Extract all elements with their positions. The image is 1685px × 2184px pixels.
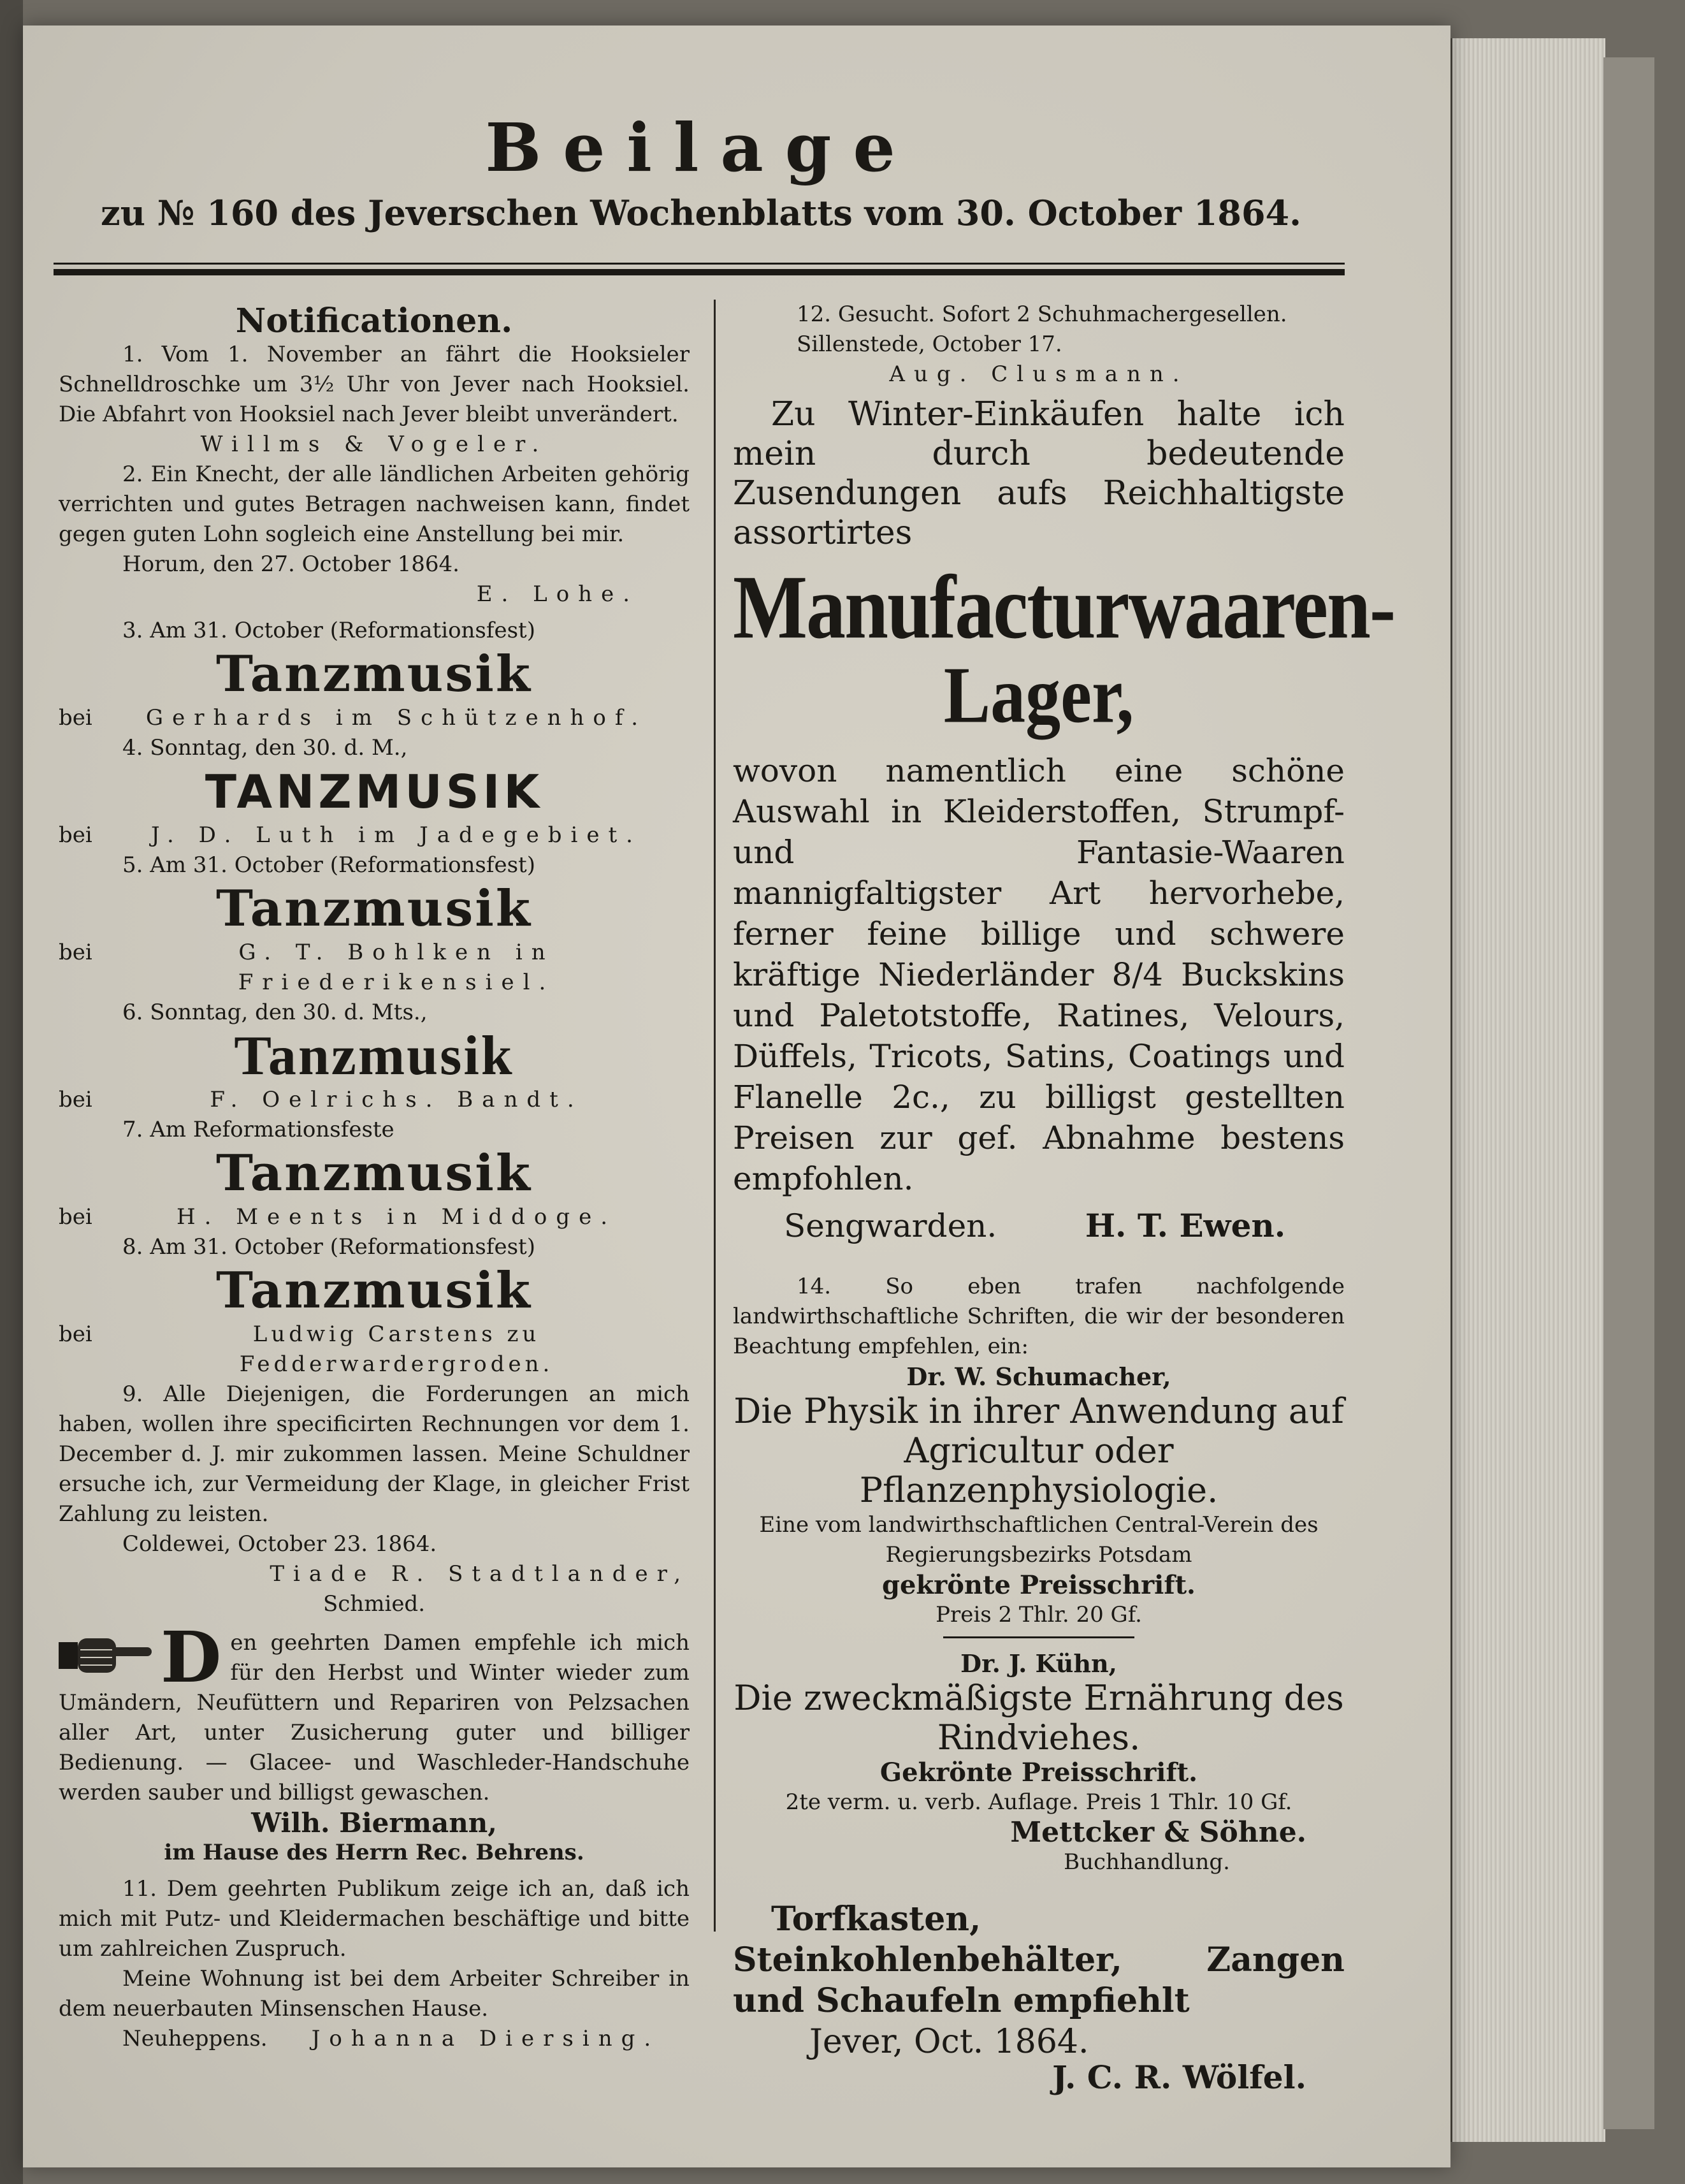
drop-cap: D — [161, 1616, 222, 1698]
notice-9-place: Coldewei, October 23. 1864. — [122, 1531, 437, 1557]
notice-13-headline: Manufacturwaaren- — [733, 557, 1395, 658]
column-divider — [714, 300, 716, 1932]
tanzmusik-2: TANZMUSIK — [205, 765, 544, 819]
notice-11-place: Neuheppens. — [122, 2026, 268, 2051]
page-title: Beilage — [485, 108, 917, 187]
tanzmusik-6: Tanzmusik — [216, 1262, 532, 1320]
notice-6: 6. Sonntag, den 30. d. Mts., — [122, 1000, 428, 1025]
notice-13-footer — [733, 1205, 1345, 1246]
book-spine-left — [0, 0, 23, 2184]
notice-13-headline-2: Lager, — [943, 650, 1134, 740]
host-name: Gerhards im Schützenhof. — [145, 705, 647, 731]
notice-4-host — [59, 820, 690, 850]
notice-14: 14. So eben trafen nachfolgende landwirthschaftliche Schriften, die wir der besonderen Beachtung empfehlen, ein: — [733, 1274, 1345, 1359]
header-rule-thick — [54, 269, 1345, 275]
bei-label: bei — [59, 940, 92, 965]
notice-4: 4. Sonntag, den 30. d. M., — [122, 735, 408, 761]
notice-9-signature-title: Schmied. — [322, 1591, 426, 1617]
book-2-author: Dr. J. Kühn, — [960, 1649, 1117, 1678]
notice-12-signature: Aug. Clusmann. — [889, 361, 1189, 387]
book-2-price: 2te verm. u. verb. Auflage. Preis 1 Thlr. 10 Gf. — [785, 1789, 1292, 1815]
notice-3-host — [59, 703, 690, 733]
book-1-author: Dr. W. Schumacher, — [906, 1362, 1171, 1391]
host-name: G. T. Bohlken in Friederikensiel. — [238, 940, 555, 995]
notice-13-body: wovon namentlich eine schöne Auswahl in Kleiderstoffen, Strumpf- und Fantasie-Waaren mannigfaltigster Art hervorhebe, ferner feine billige und schwere kräftige Niederländer 8/4 Buckskins und Paletotstoffe, Ratines, Velours, Düffels, Tricots, Satins, Coatings und Flanelle 2c., zu billigst gestellten Preisen zur gef. Abnahme bestens empfohlen. — [733, 752, 1345, 1197]
book-2-title: Die zweckmäßigste Ernährung des Rindviehes. — [734, 1678, 1344, 1758]
book-1-price: Preis 2 Thlr. 20 Gf. — [936, 1602, 1142, 1627]
notice-10-text: en geehrten Damen empfehle ich mich für den Herbst und Winter wieder zum Umändern, Neufüttern und Repariren von Pelzsachen aller Art, unter Zusicherung guter und billiger Bedienung. — Glacee- und Waschleder-Handschuhe werden sauber und billigst gewaschen. — [59, 1630, 690, 1805]
notice-11-signature: Johanna Diersing. — [311, 2026, 660, 2051]
notice-10-signature: Wilh. Biermann, — [251, 1807, 497, 1838]
notice-1-signature: Willms & Vogeler. — [200, 432, 548, 457]
notice-13-place: Sengwarden. — [784, 1207, 997, 1244]
bei-label: bei — [59, 705, 92, 731]
bei-label: bei — [59, 1204, 92, 1230]
notice-8: 8. Am 31. October (Reformationsfest) — [122, 1234, 535, 1260]
host-name: F. Oelrichs. Bandt. — [210, 1087, 583, 1112]
notice-15-signature: J. C. R. Wölfel. — [1052, 2058, 1306, 2096]
notice-11-address: Meine Wohnung ist bei dem Arbeiter Schreiber in dem neuerbauten Minsenschen Hause. — [59, 1966, 690, 2021]
notice-13-intro: Zu Winter-Einkäufen halte ich mein durch bedeutende Zusendungen aufs Reichhaltigste assortirtes — [733, 395, 1345, 552]
notice-12: 12. Gesucht. Sofort 2 Schuhmachergesellen. — [797, 302, 1287, 327]
notice-2-place: Horum, den 27. October 1864. — [122, 551, 459, 577]
page-header — [51, 108, 1351, 233]
notice-7-host — [59, 1202, 690, 1232]
book-1-title: Die Physik in ihrer Anwendung auf Agricultur oder Pflanzenphysiologie. — [734, 1391, 1344, 1510]
notice-8-host — [59, 1320, 690, 1380]
bei-label: bei — [59, 822, 92, 848]
notice-15: Torfkasten, Steinkohlenbehälter, Zangen und Schaufeln empfiehlt — [733, 1900, 1345, 2020]
notice-2: 2. Ein Knecht, der alle ländlichen Arbeiten gehörig verrichten und gutes Betragen nachweisen kann, findet gegen guten Lohn sogleich eine Anstellung bei mir. — [59, 462, 690, 547]
notice-2-signature: E. Lohe. — [476, 581, 639, 607]
tanzmusik-3: Tanzmusik — [216, 880, 532, 938]
tanzmusik-1: Tanzmusik — [216, 645, 532, 703]
host-name: H. Meents in Middoge. — [176, 1204, 617, 1230]
bei-label: bei — [59, 1321, 92, 1347]
notice-5-host — [59, 938, 690, 998]
page-subtitle: zu № 160 des Jeverschen Wochenblatts vom 30. October 1864. — [101, 193, 1301, 233]
notice-9-signature: Tiade R. Stadtlander, — [270, 1561, 690, 1587]
notice-1: 1. Vom 1. November an fährt die Hooksieler Schnelldroschke um 3½ Uhr von Jever nach Hooksiel. Die Abfahrt von Hooksiel nach Jever bleibt unverändert. — [59, 342, 690, 427]
notice-3: 3. Am 31. October (Reformationsfest) — [122, 618, 535, 643]
header-rule-thin — [54, 263, 1345, 265]
book-1-note: Eine vom landwirthschaftlichen Central-Verein des Regierungsbezirks Potsdam — [759, 1512, 1319, 1568]
right-column — [733, 300, 1395, 2096]
host-name: Ludwig Carstens zu Fedderwardergroden. — [239, 1321, 554, 1377]
book-cover-edge — [1603, 57, 1654, 2129]
notice-12-place: Sillenstede, October 17. — [797, 331, 1062, 357]
notice-11: 11. Dem geehrten Publikum zeige ich an, daß ich mich mit Putz- und Kleidermachen beschäftige und bitte um zahlreichen Zuspruch. — [59, 1876, 690, 1962]
book-1-prize: gekrönte Preisschrift. — [882, 1570, 1196, 1600]
left-column — [59, 300, 690, 2054]
notice-6-host — [59, 1085, 690, 1115]
notice-5: 5. Am 31. October (Reformationsfest) — [122, 852, 535, 878]
notice-10 — [59, 1616, 690, 1808]
bookseller-signature: Mettcker & Söhne. — [1010, 1816, 1306, 1849]
book-2-prize: Gekrönte Preisschrift. — [879, 1758, 1198, 1787]
tanzmusik-4: Tanzmusik — [234, 1025, 514, 1087]
section-heading: Notificationen. — [235, 302, 513, 340]
notice-9: 9. Alle Diejenigen, die Forderungen an mich haben, wollen ihre specificirten Rechnungen vor dem 1. December d. J. mir zukommen lassen. Meine Schuldner ersuche ich, zur Vermeidung der Klage, in gleicher Frist Zahlung zu leisten. — [59, 1381, 690, 1527]
bei-label: bei — [59, 1087, 92, 1112]
bookseller-type: Buchhandlung. — [1064, 1849, 1230, 1875]
pointing-hand-icon — [59, 1633, 154, 1678]
host-name: J. D. Luth im Jadegebiet. — [151, 822, 642, 848]
notice-13-signature: H. T. Ewen. — [1085, 1207, 1286, 1244]
tanzmusik-5: Tanzmusik — [216, 1144, 532, 1202]
book-page-edges — [1450, 38, 1605, 2142]
notice-7: 7. Am Reformationsfeste — [122, 1117, 394, 1142]
notice-11-footer — [59, 2024, 690, 2054]
separator-rule — [943, 1636, 1134, 1638]
notice-15-place: Jever, Oct. 1864. — [809, 2023, 1089, 2061]
notice-10-address: im Hause des Herrn Rec. Behrens. — [164, 1840, 584, 1865]
